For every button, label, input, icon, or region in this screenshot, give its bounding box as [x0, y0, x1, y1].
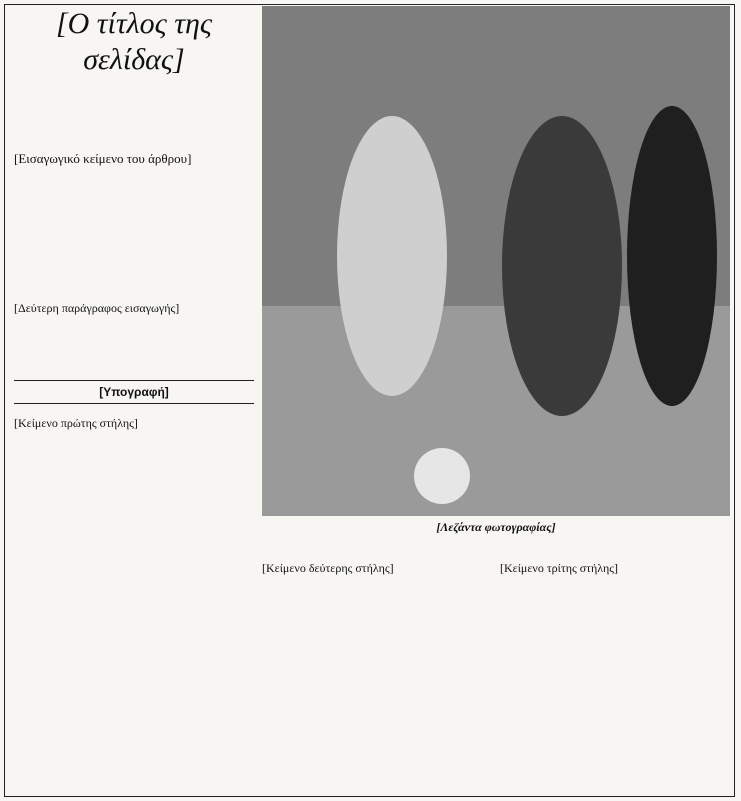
photo-caption: [Λεζάντα φωτογραφίας] [436, 520, 556, 534]
match-photo [262, 6, 730, 516]
column-1 [14, 415, 254, 438]
column-2-text: [Κείμενο δεύτερης στήλης] [262, 561, 394, 575]
sub-text: [Δεύτερη παράγραφος εισαγωγής] [14, 301, 180, 315]
column-2 [262, 560, 490, 583]
headline: [Ο τίτλος της σελίδας] [55, 7, 213, 76]
column-1-text: [Κείμενο πρώτης στήλης] [14, 416, 138, 430]
column-3 [500, 560, 730, 583]
lead-text: [Εισαγωγικό κείμενο του άρθρου] [14, 151, 192, 166]
column-3-text: [Κείμενο τρίτης στήλης] [500, 561, 619, 575]
byline: [Υπογραφή] [14, 380, 254, 404]
